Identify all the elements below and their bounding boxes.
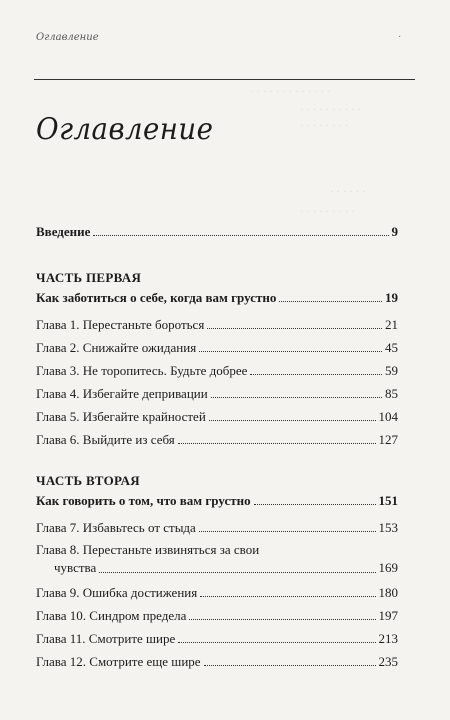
show-through-text: · · · · · · · · · · <box>300 104 362 116</box>
folio-mark: · <box>398 32 402 43</box>
header-rule <box>34 79 415 80</box>
toc-page-number: 169 <box>378 560 398 575</box>
dot-leader <box>211 388 382 398</box>
part-heading: ЧАСТЬ ПЕРВАЯ <box>36 270 142 285</box>
toc-page-number: 180 <box>378 585 398 600</box>
toc-entry-label: Глава 8. Перестаньте извиняться за свои <box>36 542 260 557</box>
toc-page-number: 59 <box>385 363 398 378</box>
toc-page-number: 127 <box>378 432 398 447</box>
toc-entry-label: Глава 7. Избавьтесь от стыда <box>36 520 196 535</box>
dot-leader <box>178 434 376 444</box>
toc-chapter[interactable] <box>36 608 398 624</box>
toc-entry-label: Глава 5. Избегайте крайностей <box>36 409 206 424</box>
page-title: Оглавление <box>36 112 214 147</box>
toc-page-number: 213 <box>378 631 398 646</box>
toc-entry-label: Как говорить о том, что вам грустно <box>36 493 251 508</box>
dot-leader <box>178 633 375 643</box>
running-head: Оглавление <box>36 32 99 43</box>
dot-leader <box>189 610 375 620</box>
toc-chapter[interactable] <box>36 585 398 601</box>
toc-entry-label-line2: чувства <box>54 560 97 575</box>
toc-chapter[interactable] <box>36 363 398 379</box>
toc-entry-intro[interactable] <box>36 224 398 240</box>
dot-leader <box>254 495 376 505</box>
toc-page-number: 45 <box>385 340 398 355</box>
dot-leader <box>200 587 375 597</box>
toc-entry-label: Как заботиться о себе, когда вам грустно <box>36 290 277 305</box>
dot-leader <box>279 292 382 302</box>
part-heading: ЧАСТЬ ВТОРАЯ <box>36 473 140 488</box>
toc-entry-label: Глава 11. Смотрите шире <box>36 631 176 646</box>
toc-chapter[interactable] <box>36 317 398 333</box>
toc-chapter[interactable] <box>36 340 398 356</box>
dot-leader <box>207 319 382 329</box>
toc-entry-label: Глава 1. Перестаньте бороться <box>36 317 205 332</box>
toc-entry-continuation <box>36 559 398 577</box>
dot-leader <box>204 656 376 666</box>
toc-entry-label: Глава 10. Синдром предела <box>36 608 187 623</box>
toc-entry-label: Глава 3. Не торопитесь. Будьте добрее <box>36 363 248 378</box>
toc-page-number: 104 <box>378 409 398 424</box>
toc-chapter[interactable] <box>36 386 398 402</box>
dot-leader <box>199 342 382 352</box>
toc-page-number: 235 <box>378 654 398 669</box>
toc-page-number: 151 <box>378 493 398 508</box>
toc-entry-label: Введение <box>36 224 91 239</box>
dot-leader <box>199 522 376 532</box>
dot-leader <box>99 563 375 573</box>
toc-chapter[interactable] <box>36 654 398 670</box>
toc-entry-label: Глава 4. Избегайте депривации <box>36 386 208 401</box>
toc-page-number: 19 <box>385 290 398 305</box>
show-through-text: · · · · · · · · <box>300 120 349 132</box>
toc-chapter[interactable] <box>36 432 398 448</box>
toc-page-number: 9 <box>391 224 398 239</box>
toc-entry-label: Глава 9. Ошибка достижения <box>36 585 198 600</box>
toc-page-number: 197 <box>378 608 398 623</box>
show-through-text: · · · · · · · · · <box>300 206 355 218</box>
toc-chapter[interactable] <box>36 541 398 577</box>
toc-entry-label: Глава 6. Выйдите из себя <box>36 432 175 447</box>
toc-page-number: 21 <box>385 317 398 332</box>
toc-entry-label: Глава 12. Смотрите еще шире <box>36 654 201 669</box>
show-through-text: · · · · · · <box>330 186 366 198</box>
toc-entry-label: Глава 2. Снижайте ожидания <box>36 340 197 355</box>
toc-page-number: 153 <box>378 520 398 535</box>
dot-leader <box>93 226 388 236</box>
show-through-text: · · · · · · · · · · · · · <box>250 86 331 98</box>
toc-part-subtitle[interactable] <box>36 290 398 306</box>
toc-page-number: 85 <box>385 386 398 401</box>
toc-chapter[interactable] <box>36 409 398 425</box>
toc-chapter[interactable] <box>36 520 398 536</box>
dot-leader <box>250 365 382 375</box>
toc-chapter[interactable] <box>36 631 398 647</box>
dot-leader <box>209 411 376 421</box>
toc-part-subtitle[interactable] <box>36 493 398 509</box>
